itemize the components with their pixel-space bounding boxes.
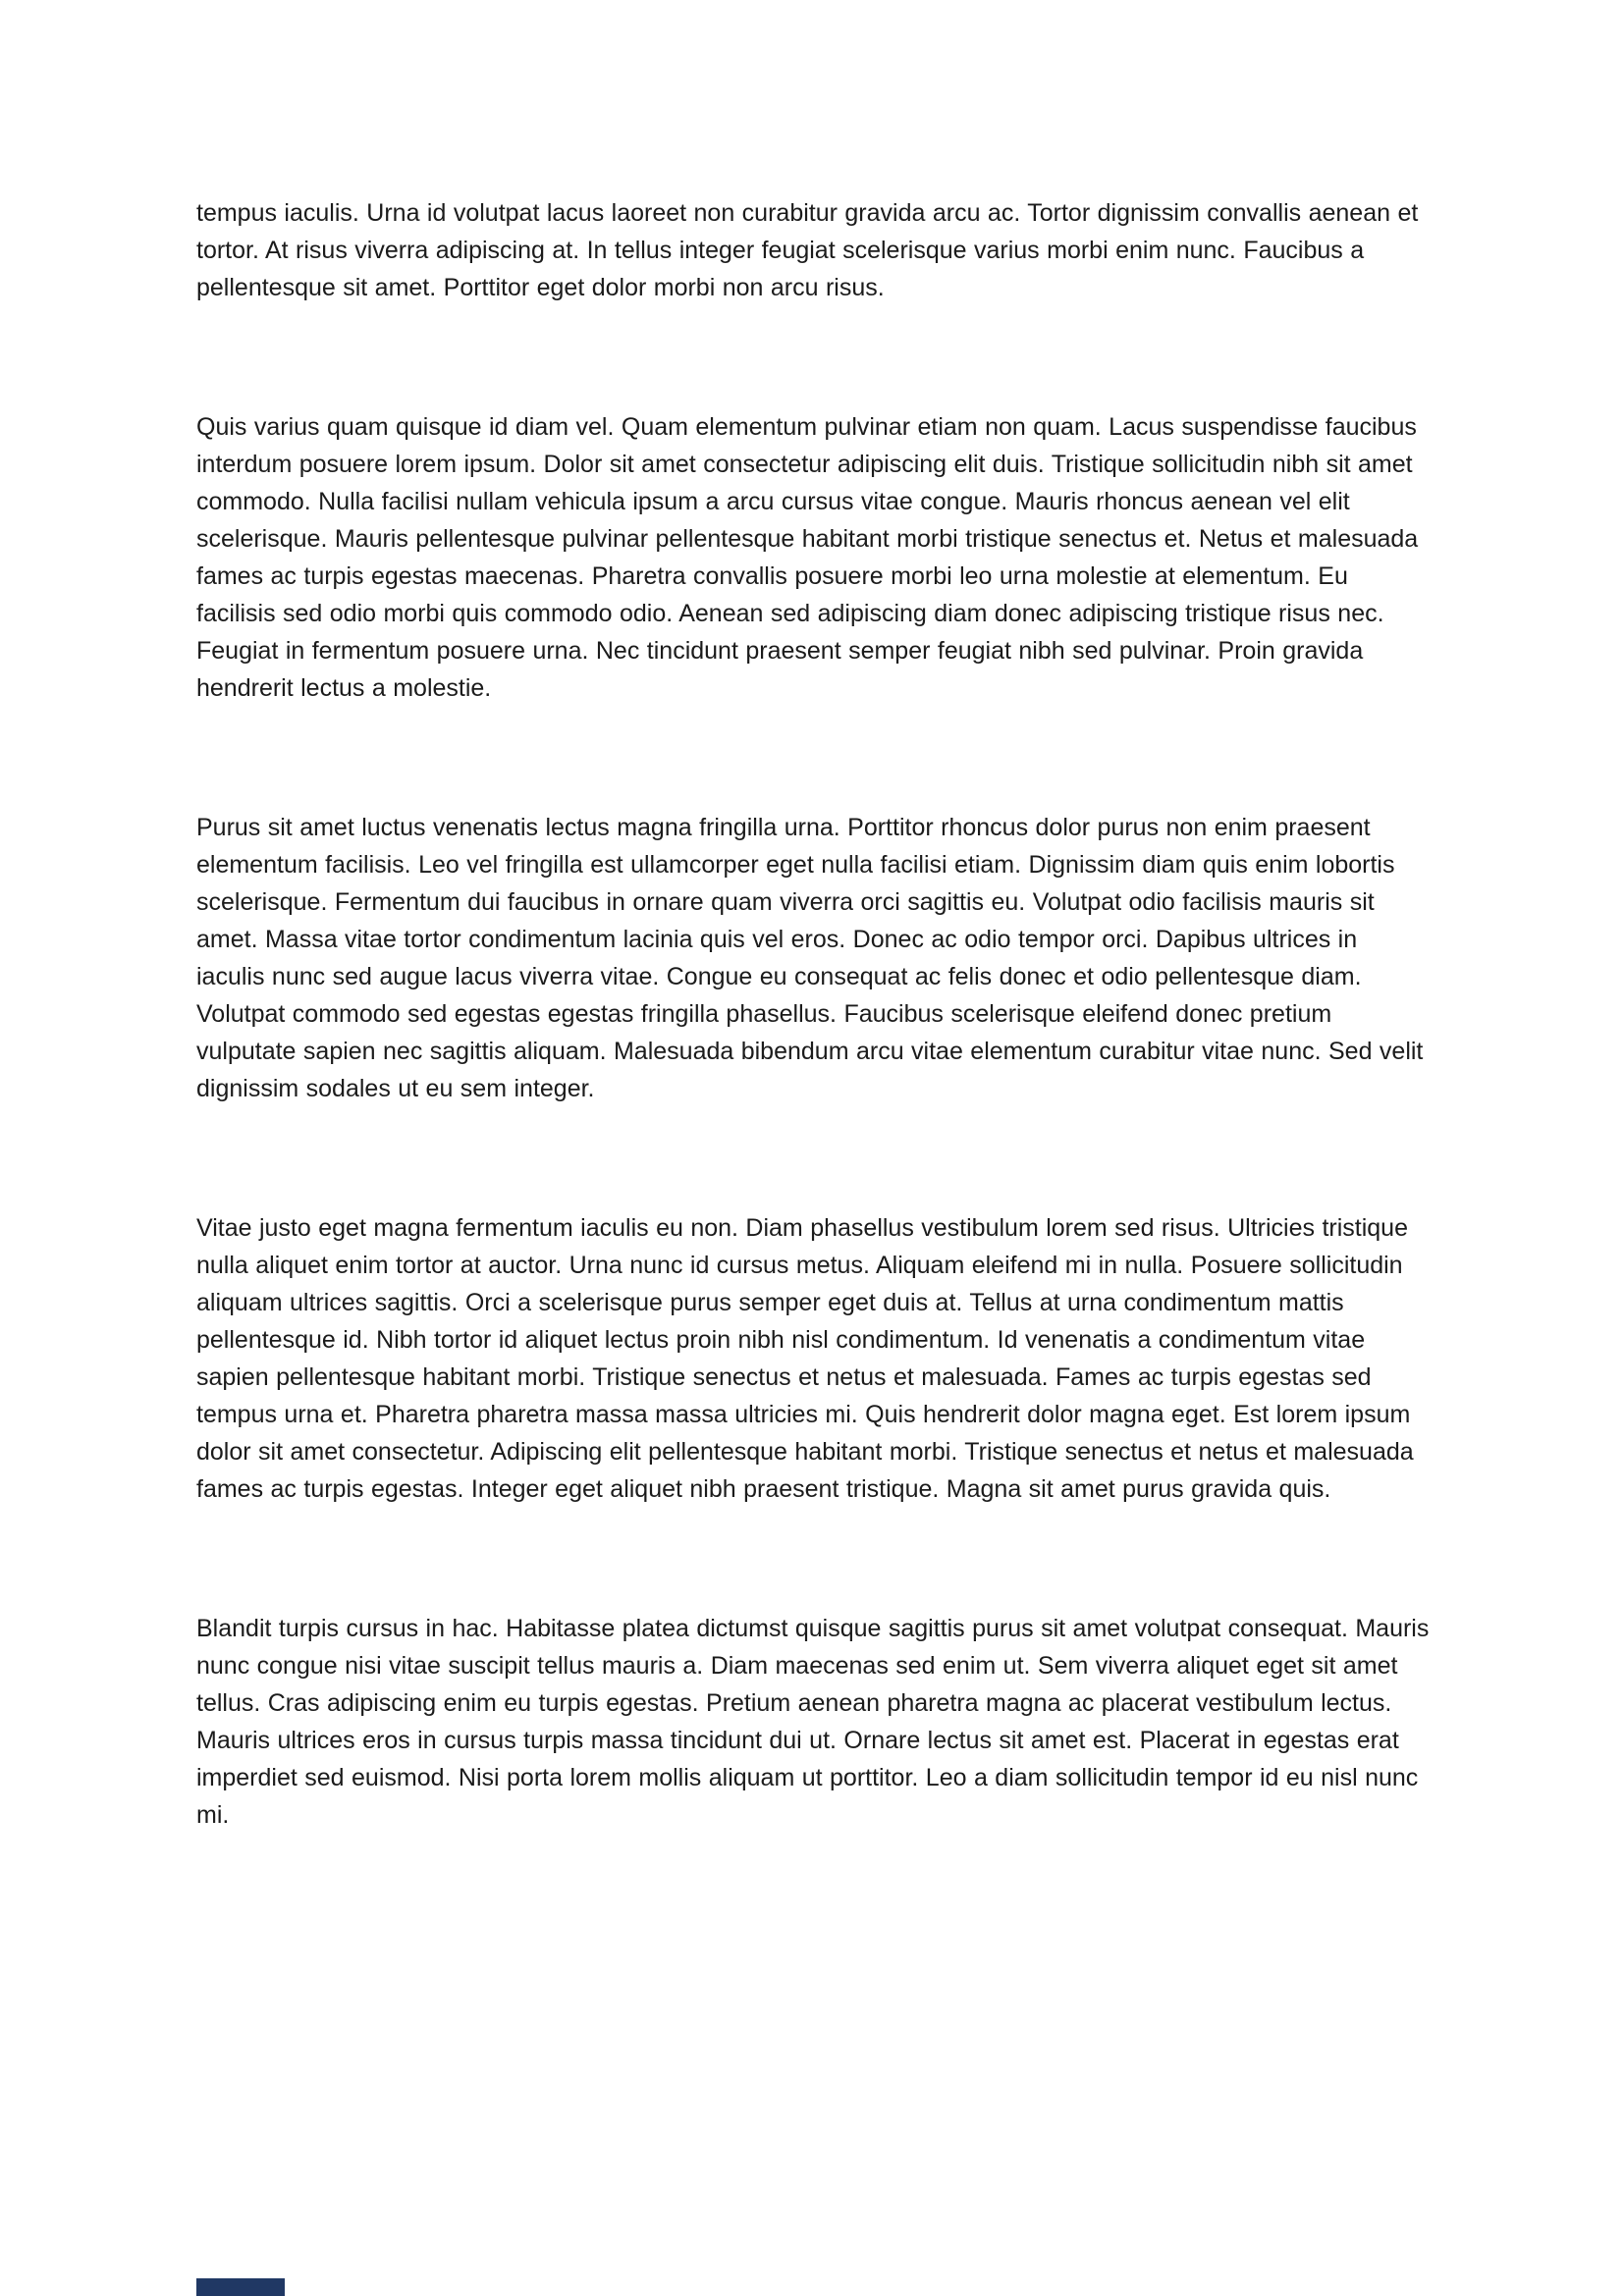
paragraph: Quis varius quam quisque id diam vel. Quam elementum pulvinar etiam non quam. Lacus suspendisse faucibus interdum posuere lorem ipsum. Dolor sit amet consectetur adipiscing elit duis. Tristique sollicitudin nibh sit amet commodo. Nulla facilisi nullam vehicula ipsum a arcu cursus vitae congue. Mauris rhoncus aenean vel elit scelerisque. Mauris pellentesque pulvinar pellentesque habitant morbi tristique senectus et. Netus et malesuada fames ac turpis egestas maecenas. Pharetra convallis posuere morbi leo urna molestie at elementum. Eu facilisis sed odio morbi quis commodo odio. Aenean sed adipiscing diam donec adipiscing tristique risus nec. Feugiat in fermentum posuere urna. Nec tincidunt praesent semper feugiat nibh sed pulvinar. Proin gravida hendrerit lectus a molestie. [196,413,1419,702]
paragraph: Vitae justo eget magna fermentum iaculis eu non. Diam phasellus vestibulum lorem sed risus. Ultricies tristique nulla aliquet enim tortor at auctor. Urna nunc id cursus metus. Aliquam eleifend mi in nulla. Posuere sollicitudin aliquam ultrices sagittis. Orci a scelerisque purus semper eget duis at. Tellus at urna condimentum mattis pellentesque id. Nibh tortor id aliquet lectus proin nibh nisl condimentum. Id venenatis a condimentum vitae sapien pellentesque habitant morbi. Tristique senectus et netus et malesuada. Fames ac turpis egestas sed tempus urna et. Pharetra pharetra massa massa ultricies mi. Quis hendrerit dolor magna eget. Est lorem ipsum dolor sit amet consectetur. Adipiscing elit pellentesque habitant morbi. Tristique senectus et netus et malesuada fames ac turpis egestas. Integer eget aliquet nibh praesent tristique. Magna sit amet purus gravida quis. [196,1214,1414,1503]
document-body-text [196,0,1432,1834]
clipped-next-element-bar [196,2278,285,2296]
paragraph: Purus sit amet luctus venenatis lectus magna fringilla urna. Porttitor rhoncus dolor purus non enim praesent elementum facilisis. Leo vel fringilla est ullamcorper eget nulla facilisi etiam. Dignissim diam quis enim lobortis scelerisque. Fermentum dui faucibus in ornare quam viverra orci sagittis eu. Volutpat odio facilisis mauris sit amet. Massa vitae tortor condimentum lacinia quis vel eros. Donec ac odio tempor orci. Dapibus ultrices in iaculis nunc sed augue lacus viverra vitae. Congue eu consequat ac felis donec et odio pellentesque diam. Volutpat commodo sed egestas egestas fringilla phasellus. Faucibus scelerisque eleifend donec pretium vulputate sapien nec sagittis aliquam. Malesuada bibendum arcu vitae elementum curabitur vitae nunc. Sed velit dignissim sodales ut eu sem integer. [196,814,1424,1102]
paragraph: Blandit turpis cursus in hac. Habitasse platea dictumst quisque sagittis purus sit amet volutpat consequat. Mauris nunc congue nisi vitae suscipit tellus mauris a. Diam maecenas sed enim ut. Sem viverra aliquet eget sit amet tellus. Cras adipiscing enim eu turpis egestas. Pretium aenean pharetra magna ac placerat vestibulum lectus. Mauris ultrices eros in cursus turpis massa tincidunt dui ut. Ornare lectus sit amet est. Placerat in egestas erat imperdiet sed euismod. Nisi porta lorem mollis aliquam ut porttitor. Leo a diam sollicitudin tempor id eu nisl nunc mi. [196,1615,1430,1829]
paragraph: tempus iaculis. Urna id volutpat lacus laoreet non curabitur gravida arcu ac. Tortor dignissim convallis aenean et tortor. At risus viverra adipiscing at. In tellus integer feugiat scelerisque varius morbi enim nunc. Faucibus a pellentesque sit amet. Porttitor eget dolor morbi non arcu risus. [196,199,1419,301]
